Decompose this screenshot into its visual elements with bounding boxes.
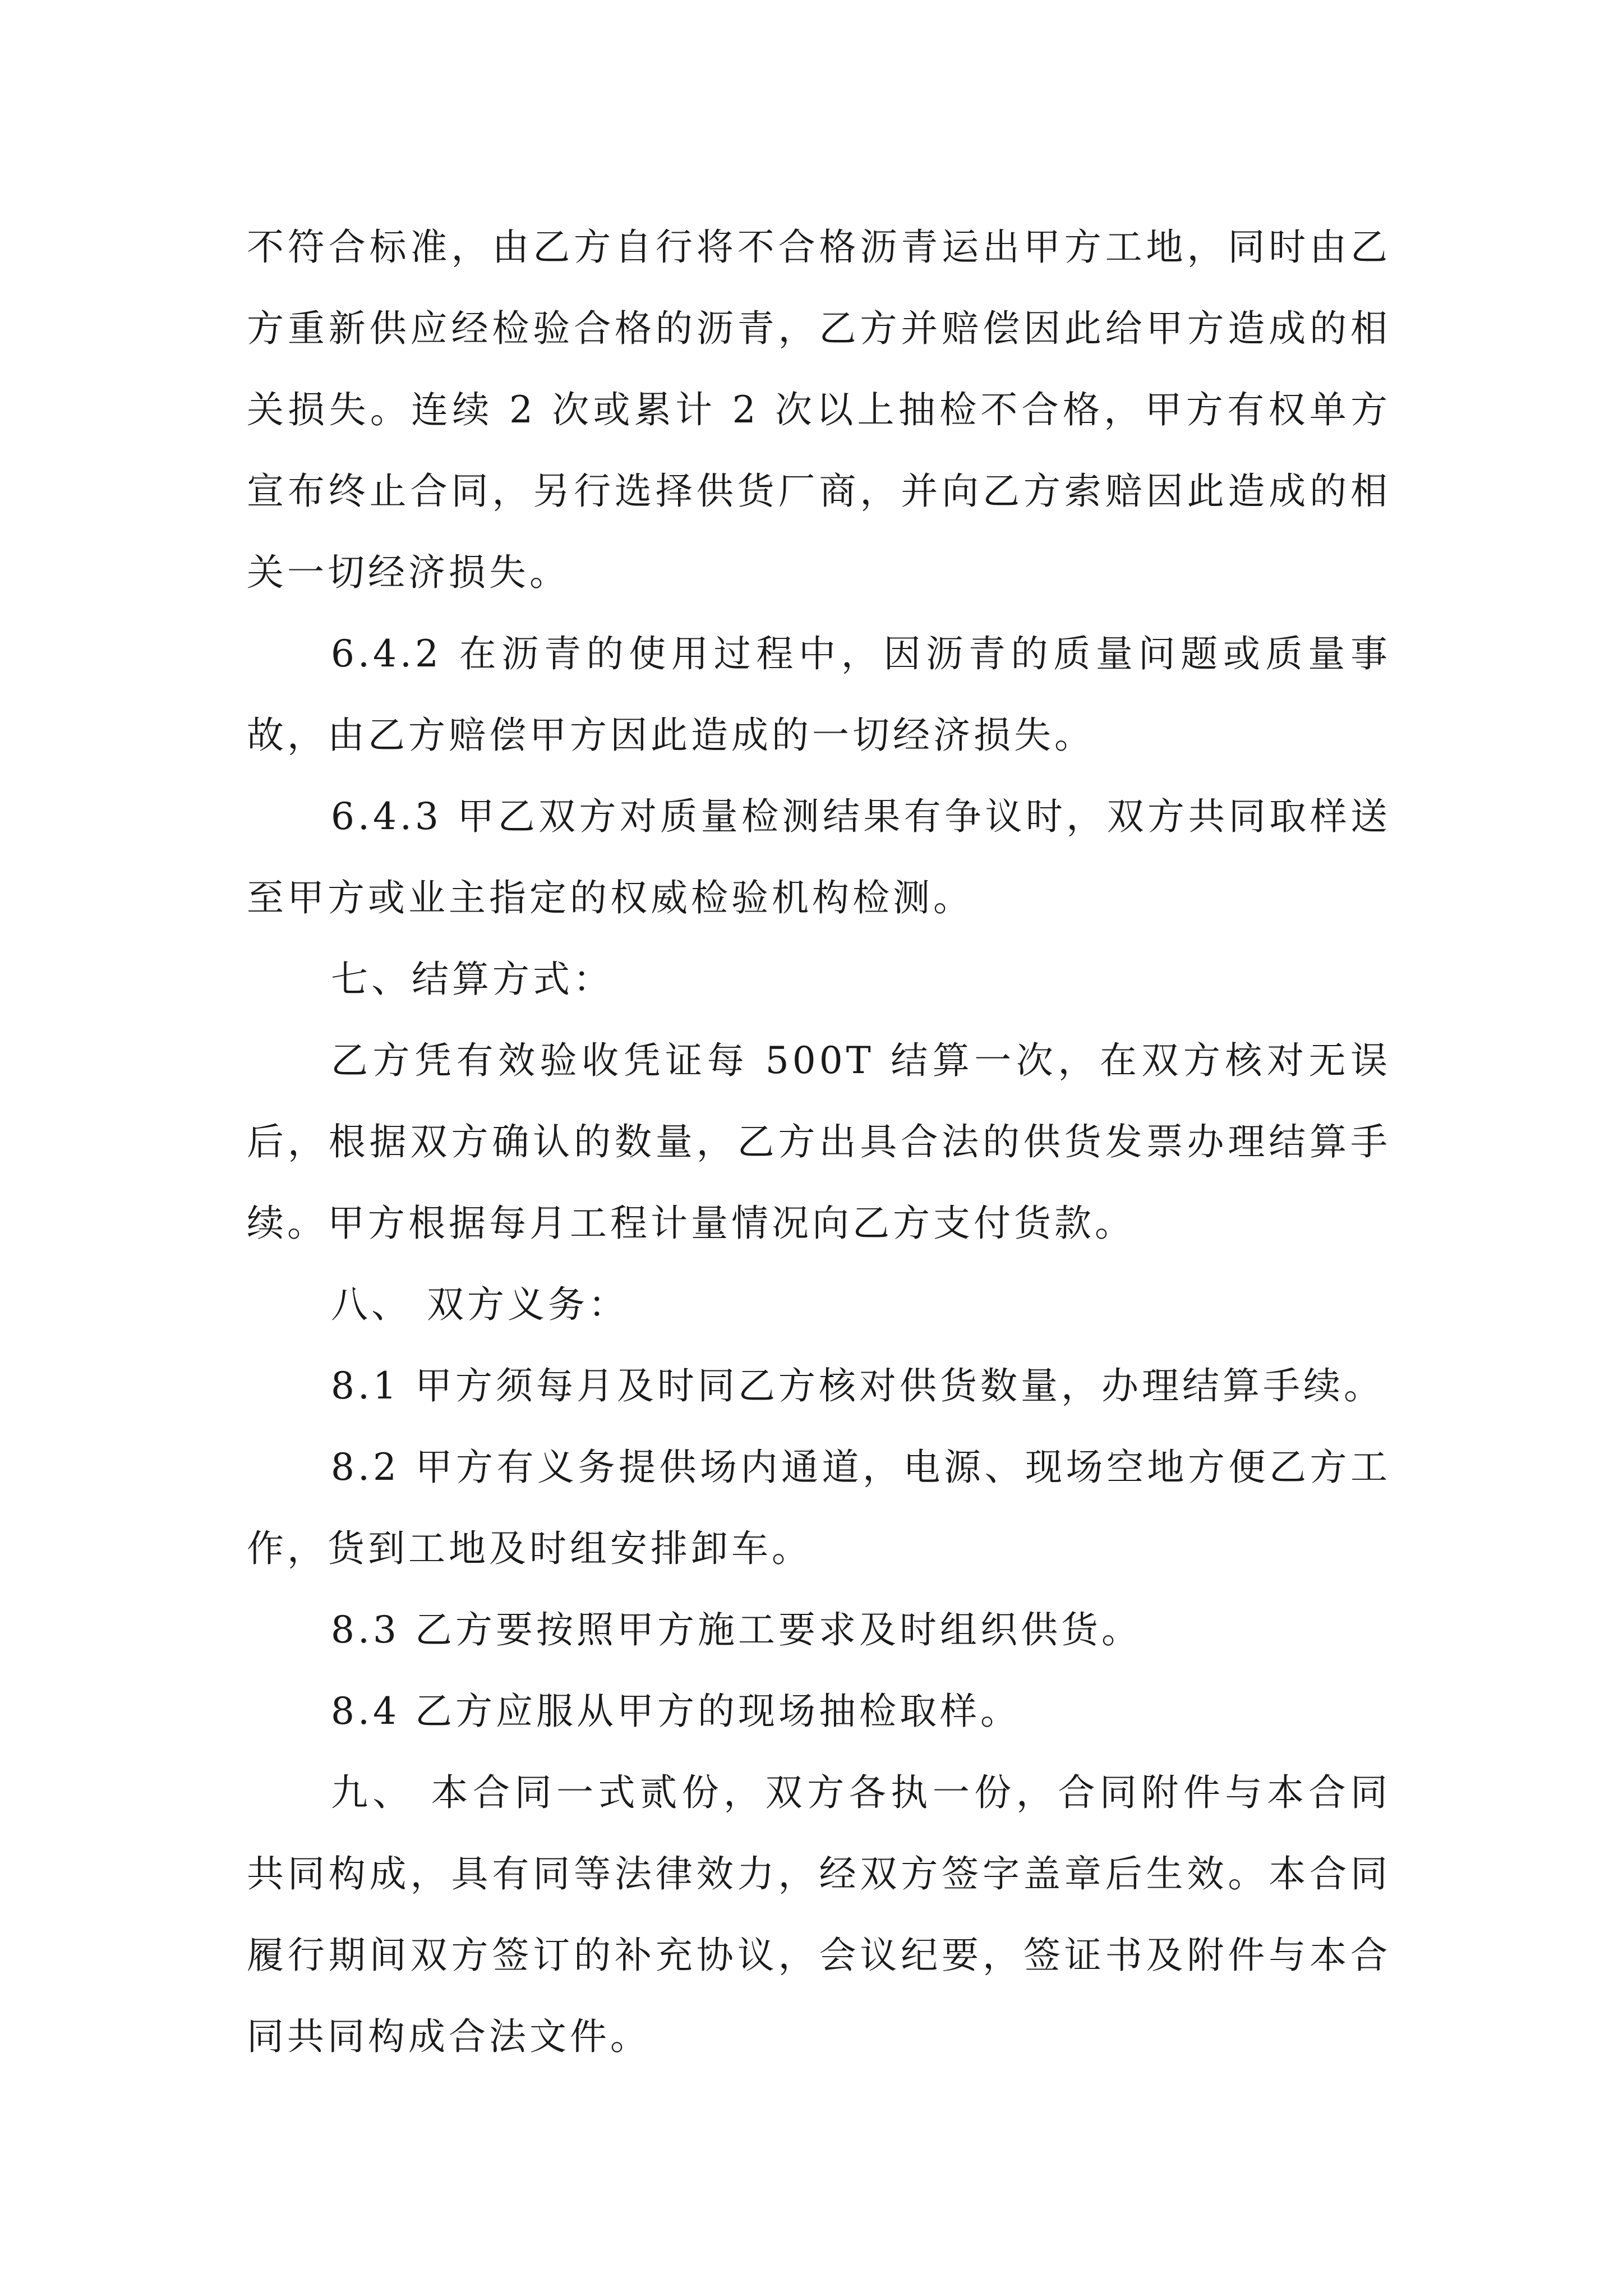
settlement-body: 乙方凭有效验收凭证每 500T 结算一次，在双方核对无误后，根据双方确认的数量，乙方出具合法的供货发票办理结算手续。甲方根据每月工程计量情况向乙方支付货款。 bbox=[247, 1039, 1391, 1245]
document-body bbox=[247, 206, 1391, 2077]
clause-9: 九、 本合同一式贰份，双方各执一份，合同附件与本合同共同构成，具有同等法律效力，经双方签字盖章后生效。本合同履行期间双方签订的补充协议，会议纪要，签证书及附件与本合同共同构成合法文件。 bbox=[247, 1771, 1391, 2058]
clause-8-2: 8.2 甲方有义务提供场内通道，电源、现场空地方便乙方工作，货到工地及时组安排卸车。 bbox=[247, 1446, 1391, 1570]
section-heading-obligations: 八、 双方义务： bbox=[331, 1283, 629, 1326]
section-heading-settlement: 七、结算方式： bbox=[331, 958, 614, 1001]
clause-6-4-3: 6.4.3 甲乙双方对质量检测结果有争议时，双方共同取样送至甲方或业主指定的权威检验机构检测。 bbox=[247, 795, 1391, 919]
paragraph-quality-continued: 不符合标准，由乙方自行将不合格沥青运出甲方工地，同时由乙方重新供应经检验合格的沥青，乙方并赔偿因此给甲方造成的相关损失。连续 2 次或累计 2 次以上抽检不合格，甲方有权单方宣布终止合同，另行选择供货厂商，并向乙方索赔因此造成的相关一切经济损失。 bbox=[247, 226, 1391, 594]
clause-8-4: 8.4 乙方应服从甲方的现场抽检取样。 bbox=[331, 1690, 1021, 1733]
clause-8-3: 8.3 乙方要按照甲方施工要求及时组织供货。 bbox=[331, 1608, 1142, 1651]
clause-8-1: 8.1 甲方须每月及时同乙方核对供货数量，办理结算手续。 bbox=[331, 1364, 1384, 1407]
clause-6-4-2: 6.4.2 在沥青的使用过程中，因沥青的质量问题或质量事故，由乙方赔偿甲方因此造成的一切经济损失。 bbox=[247, 632, 1391, 757]
